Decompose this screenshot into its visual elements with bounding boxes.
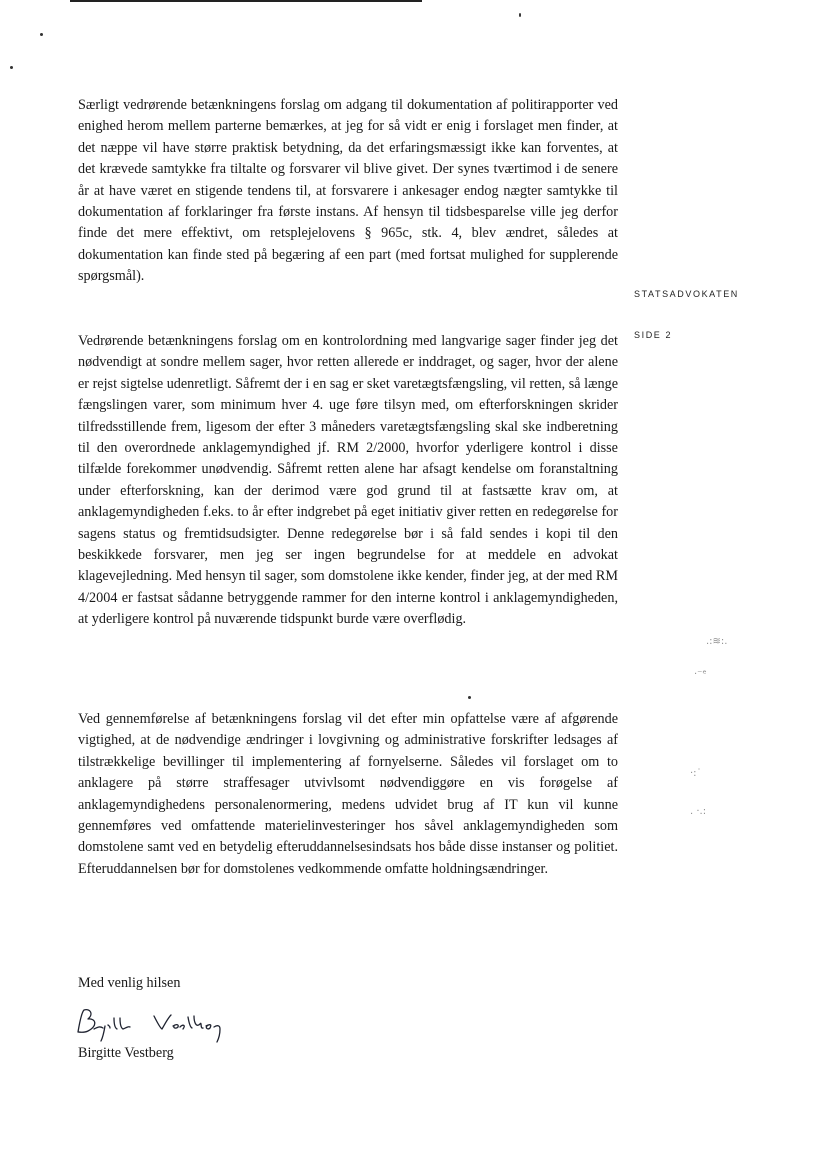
page-number: SIDE 2: [634, 330, 673, 340]
handwritten-signature: [70, 1002, 250, 1044]
scan-speck: [468, 696, 471, 699]
scan-speck: [519, 13, 521, 17]
paragraph-text: Ved gennemførelse af betænkningens forslag vil det efter min opfattelse være af afgørende vigtighed, at de nødvendige ændringer i lovgivning og administrative forskrifter ledsages af tilstrækkelige bevillinger til implementering af fornyelserne. Således vil forslaget om to anklagere på større straffesager utvivlsomt nødvendiggøre en vis forøgelse af anklagemyndighedens personalenormering, medens udvidet brug af IT kun vil kunne gennemføres ved omfattende materielinvesteringer hos såvel anklagemyndigheden som domstolene samt ved en betydelig efteruddannelsesindsats hos både disse instanser og politiet. Efteruddannelsen bør for domstolenes vedkommende omfatte holdningsændringer.: [78, 711, 618, 877]
letter-paragraph-1: [78, 95, 618, 288]
scan-noise: . ·.:: [690, 806, 707, 817]
paragraph-text: Vedrørende betænkningens forslag om en kontrolordning med langvarige sager finder jeg det nødvendigt at sondre mellem sager, hvor retten allerede er inddraget, og sager, hvor der alene er rejst sigtelse udenretligt. Såfremt der i en sag er sket varetægtsfængsling, vil retten, så længe fængslingen varer, som minimum hver 4. uge føre tilsyn med, om efterforskningen skrider tilfredsstillende frem, ligesom der efter 3 måneders varetægtsfængsling skal ske indberetning til den overordnede anklagemyndighed jf. RM 2/2000, hvorfor yderligere kontrol i disse tilfælde forekommer unødvendig. Såfremt retten alene har afsagt kendelse om foranstaltning under efterforskning, kan der derimod være god grund til at fastsætte krav om, at anklagemyndigheden f.eks. to år efter indgrebet på eget initiativ giver retten en redegørelse for sagens status og fremtidsudsigter. Denne redegørelse bør i så fald sendes i kopi til den beskikkede forsvarer, men jeg ser ingen begrundelse for at meddele en advokat klagevejledning. Med hensyn til sager, som domstolene ikke kender, finder jeg, at der med RM 4/2004 er fastsat sådanne betryggende rammer for den interne kontrol i anklagemyndigheden, at yderligere kontrol på nuværende tidspunkt burde være overflødig.: [78, 333, 618, 628]
scan-speck: [10, 66, 13, 69]
closing-greeting: Med venlig hilsen: [78, 975, 181, 991]
scan-noise: .:≋:.: [706, 636, 728, 647]
top-scan-edge: [70, 0, 422, 2]
letter-paragraph-3: [78, 709, 618, 880]
letter-paragraph-2: [78, 331, 618, 631]
office-label: STATSADVOKATEN: [634, 289, 739, 299]
scan-noise: ·:˙: [690, 768, 702, 779]
paragraph-text: Særligt vedrørende betænkningens forslag om adgang til dokumentation af politirapporter ved enighed herom mellem parterne bemærkes, at jeg for så vidt er enig i forslaget men finder, at det næppe vil have større praktisk betydning, da det erfaringsmæssigt ikke kan forventes, at det krævede samtykke fra tiltalte og forsvarer vil blive givet. Der synes tværtimod i de senere år at have været en stigende tendens til, at forsvarere i ankesager endog nægter samtykke til dokumentation af forklaringer fra første instans. Af hensyn til tidsbesparelse ville jeg derfor finde det mere effektivt, om retsplejelovens § 965c, stk. 4, blev ændret, således at dokumentation kan finde sted på begæring af een part (med fortsat mulighed for supplerende spørgsmål).: [78, 97, 618, 285]
scan-speck: [40, 33, 43, 36]
scan-noise: ·⁻ᵉ: [694, 669, 707, 680]
signer-name: Birgitte Vestberg: [78, 1045, 174, 1061]
